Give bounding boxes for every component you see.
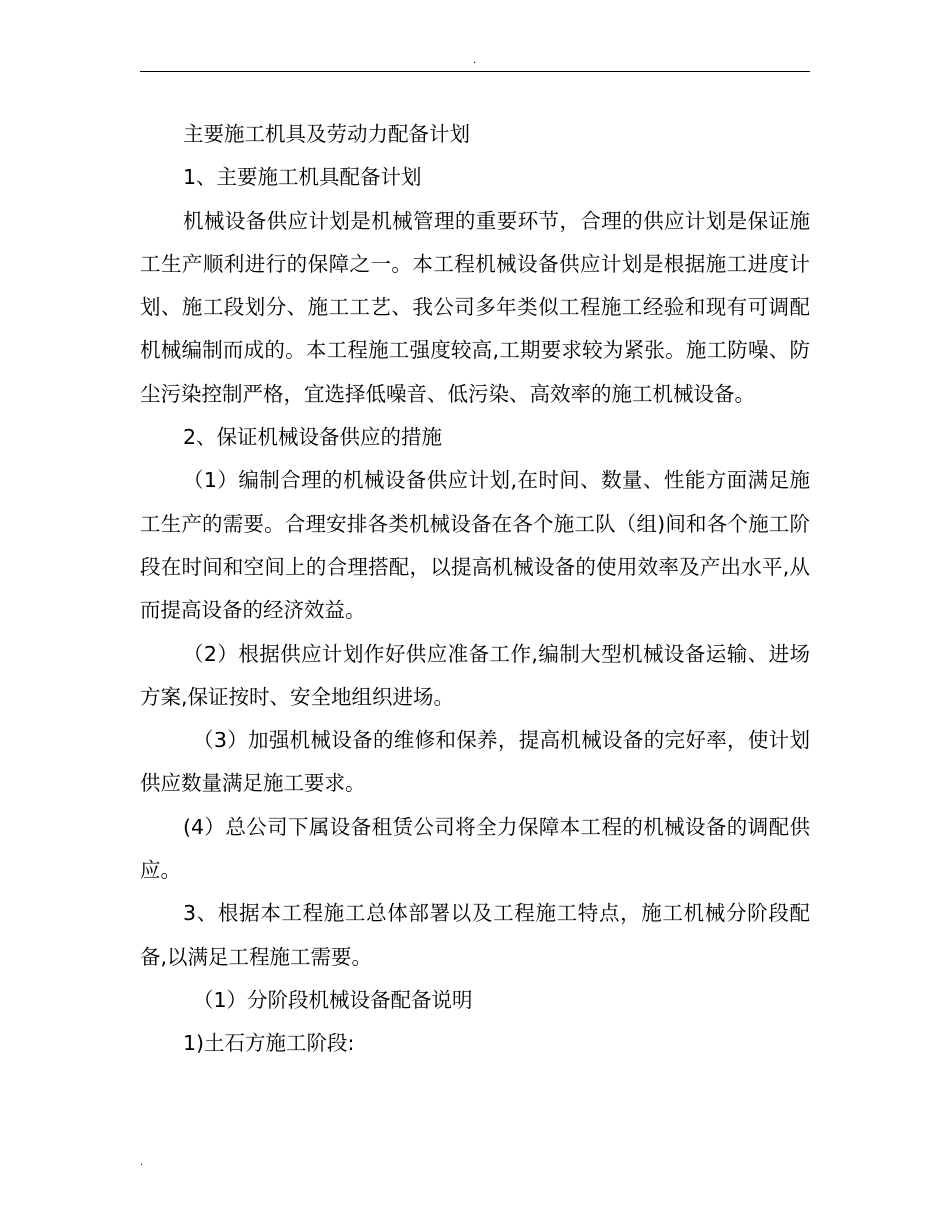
header-rule — [140, 71, 810, 72]
heading-2: 2、保证机械设备供应的措施 — [183, 425, 443, 450]
footer-mark: . — [140, 1157, 144, 1168]
paragraph-measure-2: （2）根据供应计划作好供应准备工作,编制大型机械设备运输、进场方案,保证按时、安全地组织进场。 — [140, 641, 810, 709]
subheading-stage-config: （1）分阶段机械设备配备说明 — [193, 987, 473, 1012]
subheading-earthwork: 1)土石方施工阶段: — [183, 1031, 355, 1056]
paragraph-measure-1: （1）编制合理的机械设备供应计划,在时间、数量、性能方面满足施工生产的需要。合理安排各类机械设备在各个施工队（组)间和各个施工阶段在时间和空间上的合理搭配，以提高机械设备的使用效率及产出水平,从而提高设备的经济效益。 — [140, 468, 810, 623]
header-mark: . — [473, 55, 477, 66]
heading-1: 1、主要施工机具配备计划 — [183, 165, 422, 190]
heading-3: 3、根据本工程施工总体部署以及工程施工特点，施工机械分阶段配备,以满足工程施工需要。 — [140, 901, 810, 969]
paragraph-measure-4: (4）总公司下属设备租赁公司将全力保障本工程的机械设备的调配供应。 — [140, 814, 810, 883]
paragraph-equipment-plan: 机械设备供应计划是机械管理的重要环节，合理的供应计划是保证施工生产顺利进行的保障之一。本工程机械设备供应计划是根据施工进度计划、施工段划分、施工工艺、我公司多年类似工程施工经验和现有可调配机械编制而成的。本工程施工强度较高,工期要求较为紧张。施工防噪、防尘污染控制严格，宜选择低噪音、低污染、高效率的施工机械设备。 — [140, 208, 810, 406]
paragraph-measure-3: （3）加强机械设备的维修和保养，提高机械设备的完好率，使计划供应数量满足施工要求。 — [140, 728, 810, 796]
section-title: 主要施工机具及劳动力配备计划 — [183, 122, 470, 146]
document-body — [140, 113, 810, 1066]
